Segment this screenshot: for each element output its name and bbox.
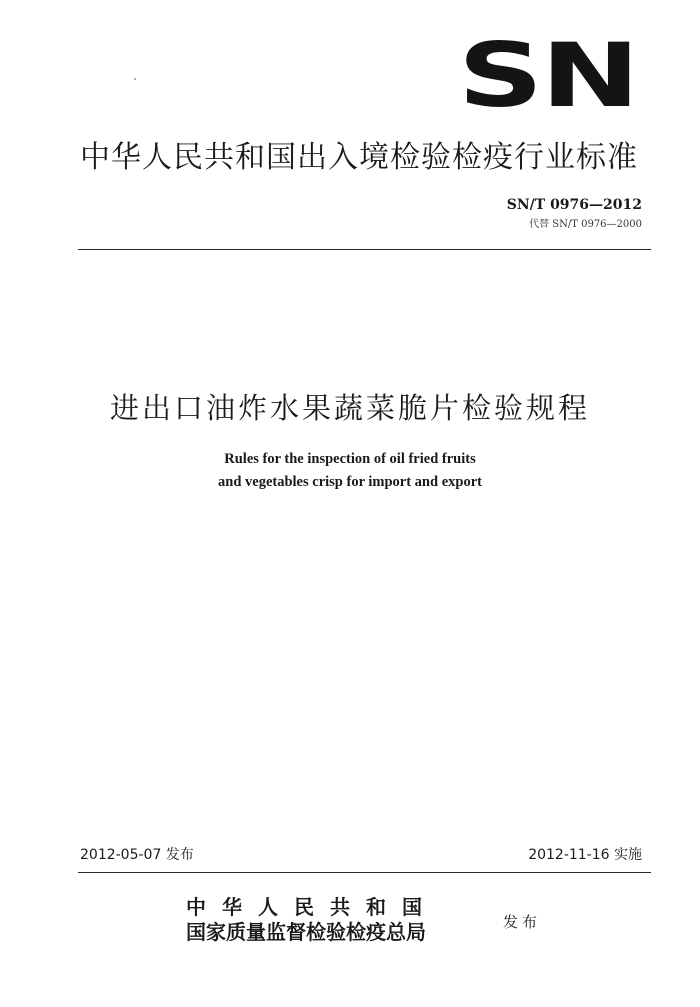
replaces-standard: 代替 SN/T 0976—2000: [529, 219, 642, 230]
standard-code-text: SN/T 0976—2012: [506, 197, 642, 213]
document-title-chinese: 进出口油炸水果蔬菜脆片检验规程: [109, 391, 590, 425]
implementation-date: 2012-11-16 实施: [528, 847, 642, 863]
issuer-agency: 国家质量监督检验检疫总局: [186, 920, 426, 944]
english-title-line-1: Rules for the inspection of oil fried fruits: [224, 451, 476, 467]
top-divider: [78, 249, 651, 250]
sn-logo: SN: [457, 24, 638, 127]
document-title-english: [0, 448, 700, 494]
issue-action: 发布: [503, 913, 542, 931]
issuer-country: 中华人民共和国: [186, 895, 438, 919]
bottom-divider: [78, 872, 651, 873]
standard-code: [507, 197, 642, 213]
organization-title: 中华人民共和国出入境检验检疫行业标准: [80, 140, 638, 175]
english-title-line-2: and vegetables crisp for import and export: [218, 474, 482, 490]
scan-speck: [134, 78, 136, 80]
issue-date: 2012-05-07 发布: [80, 847, 194, 863]
issuing-authority: [186, 895, 486, 945]
